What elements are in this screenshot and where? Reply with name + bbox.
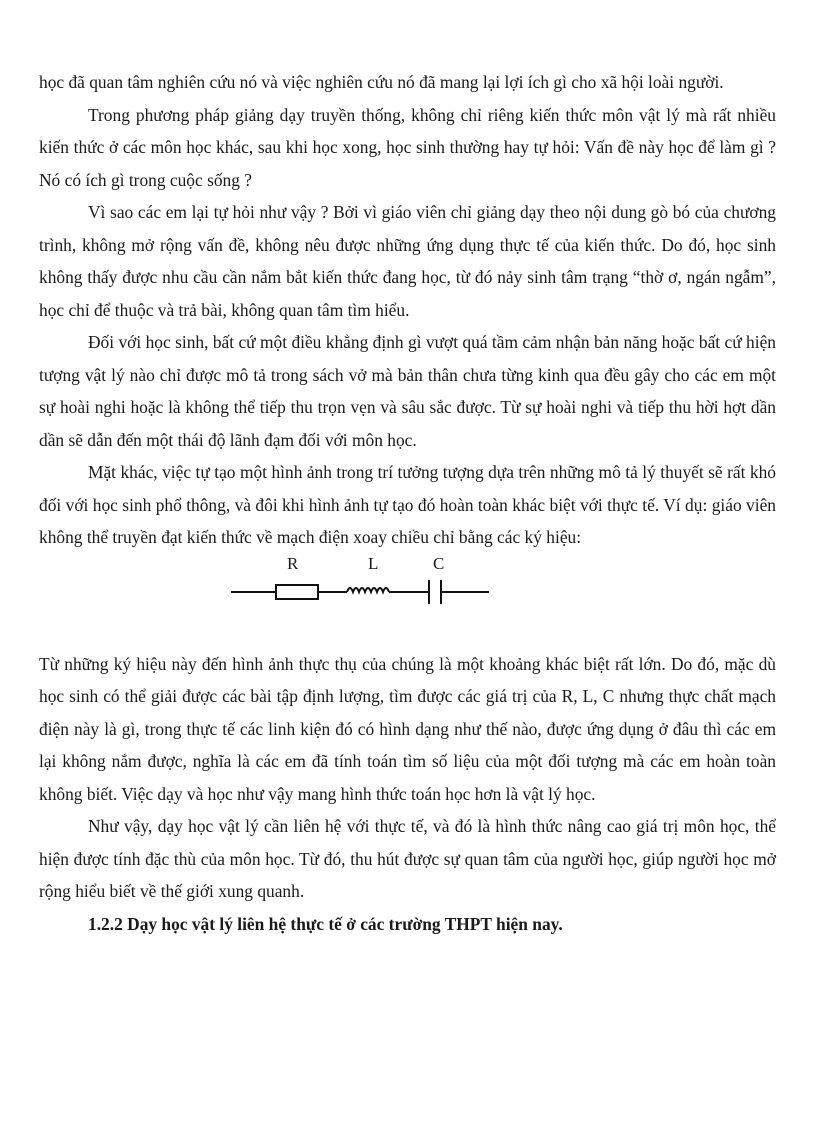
paragraph: Vì sao các em lại tự hỏi như vậy ? Bởi vì giáo viên chỉ giảng dạy theo nội dung gò bó của chương trình, không mở rộng vấn đề, không nêu được những ứng dụng thực tế của kiến thức. Do đó, học sinh không thấy được nhu cầu cần nắm bắt kiến thức đang học, từ đó nảy sinh tâm trạng “thờ ơ, ngán ngẫm”, học chỉ để thuộc và trả bài, không quan tâm tìm hiểu. (39, 202, 776, 320)
resistor-symbol (276, 585, 318, 599)
inductor-symbol (347, 588, 389, 592)
paragraph: học đã quan tâm nghiên cứu nó và việc nghiên cứu nó đã mang lại lợi ích gì cho xã hội loài người. (39, 72, 724, 92)
inductor-label: L (368, 553, 379, 573)
document-page (39, 66, 776, 940)
paragraph: Đối với học sinh, bất cứ một điều khẳng định gì vượt quá tầm cảm nhận bản năng hoặc bất cứ hiện tượng vật lý nào chỉ được mô tả trong sách vở mà bản thân chưa từng kinh qua đều gây cho các em một sự hoài nghi hoặc là không thể tiếp thu trọn vẹn và sâu sắc được. Từ sự hoài nghi và tiếp thu hời hợt dần dần sẽ dẫn đến một thái độ lãnh đạm đối với môn học. (39, 332, 776, 450)
circuit-schematic (229, 554, 499, 634)
resistor-label: R (287, 553, 299, 573)
paragraph: Từ những ký hiệu này đến hình ảnh thực thụ của chúng là một khoảng khác biệt rất lớn. Do đó, mặc dù học sinh có thể giải được các bài tập định lượng, tìm được các giá trị của R, L, C nhưng thực chất mạch điện này là gì, trong thực tế các linh kiện đó có hình dạng như thế nào, được ứng dụng ở đâu thì các em lại không nắm được, nghĩa là các em đã tính toán tìm số liệu của một đối tượng mà các em hoàn toàn không biết. Việc dạy và học như vậy mang hình thức toán học hơn là vật lý học. (39, 653, 776, 804)
paragraph: Trong phương pháp giảng dạy truyền thống, không chỉ riêng kiến thức môn vật lý mà rất nhiều kiến thức ở các môn học khác, sau khi học xong, học sinh thường hay tự hỏi: Vấn đề này học để làm gì ? Nó có ích gì trong cuộc sống ? (39, 104, 776, 190)
rlc-circuit-diagram (39, 554, 776, 648)
paragraph: Như vậy, dạy học vật lý cần liên hệ với thực tế, và đó là hình thức nâng cao giá trị môn học, thể hiện được tính đặc thù của môn học. Từ đó, thu hút được sự quan tâm của người học, giúp người học mở rộng hiểu biết về thế giới xung quanh. (39, 816, 776, 901)
section-heading: 1.2.2 Dạy học vật lý liên hệ thực tế ở các trường THPT hiện nay. (88, 913, 563, 934)
paragraph: Mặt khác, việc tự tạo một hình ảnh trong trí tưởng tượng dựa trên những mô tả lý thuyết sẽ rất khó đối với học sinh phổ thông, và đôi khi hình ảnh tự tạo đó hoàn toàn khác biệt với thực tế. Ví dụ: giáo viên không thể truyền đạt kiến thức về mạch điện xoay chiều chỉ bằng các ký hiệu: (39, 462, 776, 547)
capacitor-label: C (433, 553, 445, 573)
